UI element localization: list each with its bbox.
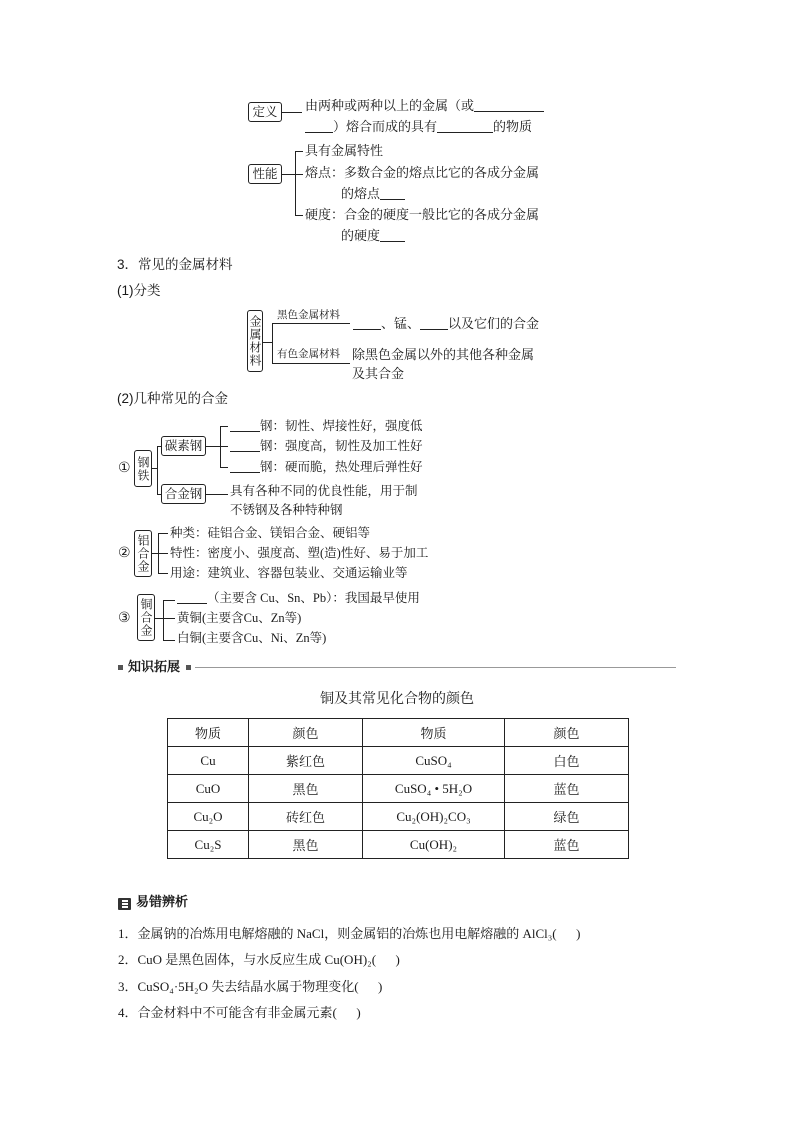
question-item: 2．CuO 是黑色固体，与水反应生成 Cu(OH)₂( )	[118, 952, 400, 967]
copper-alloy-label	[137, 594, 155, 641]
table-title: 铜及其常见化合物的颜色	[320, 692, 474, 707]
melting-point-line-1: 熔点：多数合金的熔点比它的各成分金属	[305, 165, 540, 180]
hardness-text: 的硬度	[341, 228, 381, 243]
item-number: ③	[118, 610, 131, 626]
answer-blank	[305, 120, 333, 133]
carbon-steel-text: 钢：强度高，韧性及加工性好	[260, 439, 423, 453]
table-cell: 绿色	[505, 803, 629, 831]
connector-line	[263, 342, 272, 343]
aluminum-item: 种类：硅铝合金、镁铝合金、硬铝等	[170, 526, 371, 540]
connector-line	[295, 151, 303, 152]
answer-blank	[230, 419, 260, 432]
connector-line	[158, 533, 168, 534]
copper-item-text: （主要含 Cu、Sn、Pb）：我国最早使用	[207, 591, 420, 605]
table-cell: Cu₂S	[168, 831, 249, 859]
carbon-steel-item	[230, 459, 423, 475]
connector-line	[155, 618, 175, 619]
bracket-line	[163, 600, 164, 640]
hardness-line-2	[341, 228, 405, 244]
ferrous-text-b: 以及它们的合金	[448, 316, 540, 331]
table-cell: CuO	[168, 775, 249, 803]
table-cell: Cu	[168, 747, 249, 775]
aluminum-item: 特性：密度小、强度高、塑(造)性好、易于加工	[170, 546, 429, 560]
answer-blank	[380, 229, 405, 242]
definition-text-2b: 的物质	[493, 119, 533, 134]
connector-line	[295, 215, 303, 216]
connector-line	[272, 363, 350, 364]
table-cell: 蓝色	[505, 831, 629, 859]
carbon-steel-label: 碳素钢	[161, 436, 206, 456]
hardness-line-1: 硬度：合金的硬度一般比它的各成分金属	[305, 207, 540, 222]
answer-blank	[177, 591, 207, 604]
definition-label: 定义	[248, 102, 282, 122]
subsection-heading-alloys: (2)几种常见的合金	[117, 391, 228, 406]
nonferrous-description-2: 及其合金	[352, 366, 405, 381]
bracket-line	[157, 446, 158, 494]
steel-text: 钢铁	[136, 455, 150, 482]
table-row	[168, 775, 629, 803]
copper-item	[177, 590, 420, 606]
definition-text-1: 由两种或两种以上的金属（或	[305, 98, 475, 113]
carbon-steel-item	[230, 418, 423, 434]
connector-line	[206, 446, 228, 447]
table-header-cell: 颜色	[249, 719, 363, 747]
aluminum-alloy-label	[134, 530, 152, 577]
connector-line	[272, 323, 350, 324]
table-cell: 白色	[505, 747, 629, 775]
bracket-line	[295, 151, 296, 215]
connector-line	[163, 600, 175, 601]
copper-alloy-text: 铜合金	[139, 598, 153, 637]
carbon-steel-item	[230, 438, 423, 454]
aluminum-alloy-text: 铝合金	[136, 534, 150, 573]
table-header-cell: 物质	[168, 719, 249, 747]
table-header-cell: 颜色	[505, 719, 629, 747]
table-cell: Cu(OH)₂	[363, 831, 505, 859]
melting-point-line-2	[341, 186, 405, 202]
answer-blank	[474, 99, 544, 112]
table-row	[168, 831, 629, 859]
ferrous-description	[353, 316, 539, 332]
bracket-line	[272, 323, 273, 363]
table-cell: CuSO₄	[363, 747, 505, 775]
question-item: 3．CuSO₄·5H₂O 失去结晶水属于物理变化( )	[118, 979, 383, 994]
table-cell: CuSO₄ • 5H₂O	[363, 775, 505, 803]
nonferrous-label: 有色金属材料	[277, 349, 340, 360]
bracket-line	[220, 426, 221, 467]
connector-line	[152, 553, 168, 554]
property-metallic: 具有金属特性	[305, 143, 384, 158]
square-marker-icon	[186, 665, 191, 670]
question-item: 4．合金材料中不可能含有非金属元素( )	[118, 1005, 361, 1020]
knowledge-extension-heading: 知识拓展	[128, 659, 181, 674]
connector-line	[220, 426, 228, 427]
alloy-steel-label: 合金钢	[161, 484, 206, 504]
answer-blank	[437, 120, 493, 133]
nonferrous-description-1: 除黑色金属以外的其他各种金属	[352, 347, 535, 362]
connector-line	[282, 174, 303, 175]
melting-point-text: 的熔点	[341, 186, 381, 201]
metal-materials-text: 金属材料	[248, 315, 262, 367]
square-marker-icon	[118, 665, 123, 670]
table-row	[168, 803, 629, 831]
table-cell: 黑色	[249, 775, 363, 803]
answer-blank	[380, 187, 405, 200]
answer-blank	[353, 317, 381, 330]
table-cell: Cu₂(OH)₂CO₃	[363, 803, 505, 831]
error-analysis-icon	[118, 898, 131, 910]
table-cell: 砖红色	[249, 803, 363, 831]
properties-label: 性能	[248, 164, 282, 184]
error-analysis-heading: 易错辨析	[136, 894, 189, 909]
section-heading: 3．常见的金属材料	[117, 257, 233, 272]
alloy-steel-line-1: 具有各种不同的优良性能，用于制	[230, 484, 418, 498]
table-cell: 紫红色	[249, 747, 363, 775]
connector-line	[163, 640, 175, 641]
metal-materials-label	[247, 310, 263, 372]
table-cell: Cu₂O	[168, 803, 249, 831]
alloy-steel-line-2: 不锈钢及各种特种钢	[230, 503, 343, 517]
carbon-steel-text: 钢：韧性、焊接性好，强度低	[260, 419, 423, 433]
copper-compounds-color-table	[167, 718, 629, 859]
ferrous-text-a: 、锰、	[381, 316, 421, 331]
definition-line-1	[305, 98, 544, 114]
table-header-cell: 物质	[363, 719, 505, 747]
answer-blank	[230, 460, 260, 473]
ferrous-label: 黑色金属材料	[277, 310, 340, 321]
steel-label	[134, 450, 152, 487]
connector-line	[220, 467, 228, 468]
section-divider	[195, 667, 676, 668]
connector-line	[158, 573, 168, 574]
answer-blank	[420, 317, 448, 330]
table-row	[168, 747, 629, 775]
table-cell: 蓝色	[505, 775, 629, 803]
table-cell: 黑色	[249, 831, 363, 859]
answer-blank	[230, 439, 260, 452]
copper-item: 白铜(主要含Cu、Ni、Zn等)	[177, 631, 327, 645]
carbon-steel-text: 钢：硬而脆，热处理后弹性好	[260, 460, 423, 474]
aluminum-item: 用途：建筑业、容器包装业、交通运输业等	[170, 566, 408, 580]
definition-line-2	[305, 119, 532, 135]
item-number: ②	[118, 545, 131, 561]
item-number: ①	[118, 460, 131, 476]
connector-line	[206, 494, 228, 495]
question-item: 1．金属钠的冶炼用电解熔融的 NaCl，则金属铝的冶炼也用电解熔融的 AlCl₃( )	[118, 926, 581, 941]
subsection-heading-classification: (1)分类	[117, 283, 161, 298]
copper-item: 黄铜(主要含Cu、Zn等)	[177, 611, 302, 625]
bracket-line	[158, 533, 159, 573]
connector-line	[282, 112, 302, 113]
table-header-row	[168, 719, 629, 747]
definition-text-2a: ）熔合而成的具有	[333, 119, 438, 134]
